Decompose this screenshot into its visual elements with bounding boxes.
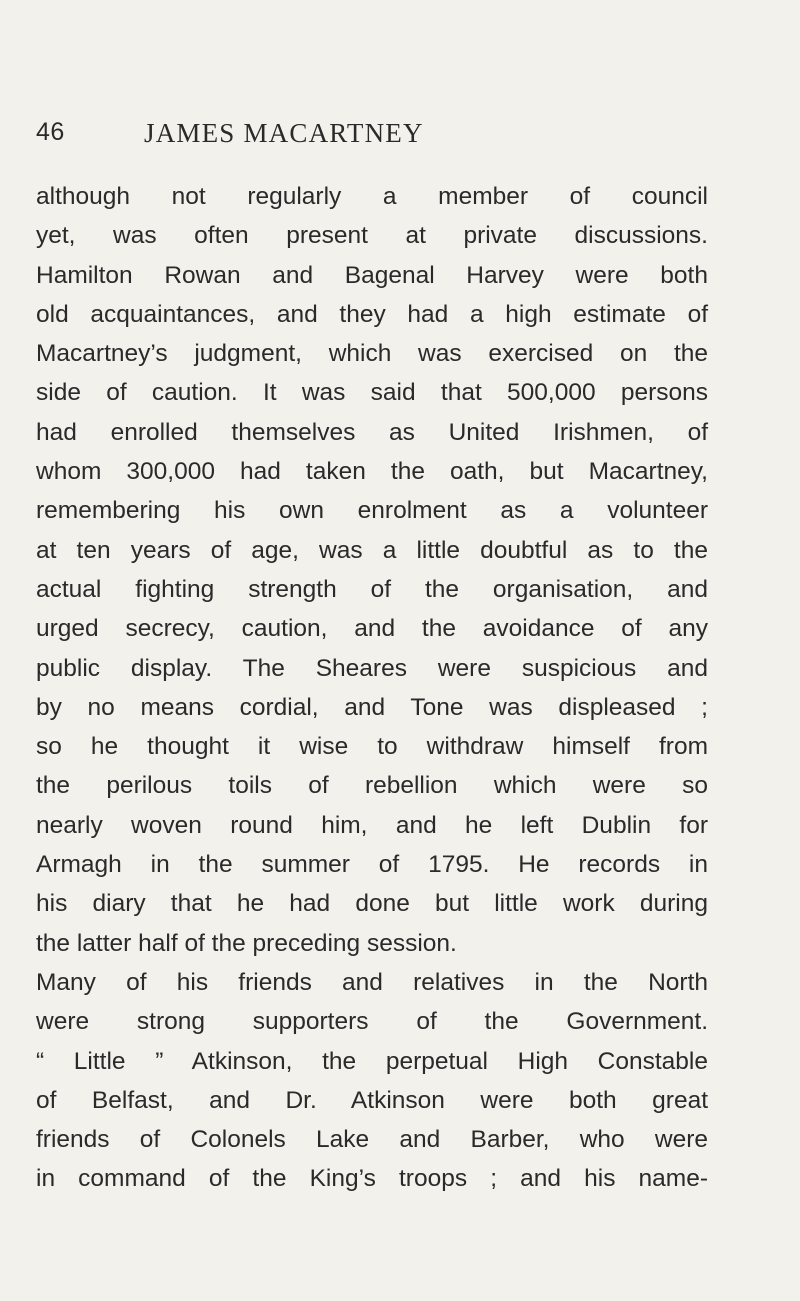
text-line: “ Little ” Atkinson, the perpetual High Constable <box>36 1047 708 1075</box>
text-line: whom 300,000 had taken the oath, but Macartney, <box>36 458 708 486</box>
text-line: in command of the King’s troops ; and his name- <box>36 1165 708 1193</box>
text-line: Macartney’s judgment, which was exercised on the <box>36 340 708 368</box>
text-line: by no means cordial, and Tone was displeased ; <box>36 693 708 721</box>
running-head: JAMES MACARTNEY <box>144 118 424 148</box>
page-header <box>36 118 756 158</box>
text-line: yet, was often present at private discussions. <box>36 222 708 250</box>
text-line: of Belfast, and Dr. Atkinson were both great <box>36 1086 708 1114</box>
text-line-paragraph-end: the latter half of the preceding session. <box>36 929 457 957</box>
text-line: remembering his own enrolment as a volunteer <box>36 497 708 525</box>
text-line: so he thought it wise to withdraw himself from <box>36 733 708 761</box>
text-line: his diary that he had done but little work during <box>36 890 708 918</box>
text-line: at ten years of age, was a little doubtful as to the <box>36 536 708 564</box>
text-line: were strong supporters of the Government. <box>36 1008 708 1036</box>
text-line: had enrolled themselves as United Irishmen, of <box>36 418 708 446</box>
text-line: Armagh in the summer of 1795. He records in <box>36 851 708 879</box>
page-number: 46 <box>36 118 65 146</box>
text-line: old acquaintances, and they had a high estimate of <box>36 300 708 328</box>
text-line: the perilous toils of rebellion which were so <box>36 772 708 800</box>
body-text <box>36 177 708 1199</box>
text-line: urged secrecy, caution, and the avoidance of any <box>36 615 708 643</box>
text-line: Many of his friends and relatives in the North <box>36 968 708 996</box>
text-line: actual fighting strength of the organisation, and <box>36 575 708 603</box>
text-line: Hamilton Rowan and Bagenal Harvey were both <box>36 261 708 289</box>
text-line: although not regularly a member of council <box>36 183 708 210</box>
text-line: friends of Colonels Lake and Barber, who were <box>36 1126 708 1154</box>
text-line: nearly woven round him, and he left Dublin for <box>36 811 708 839</box>
text-line: side of caution. It was said that 500,000 persons <box>36 379 708 407</box>
text-line: public display. The Sheares were suspicious and <box>36 654 708 682</box>
